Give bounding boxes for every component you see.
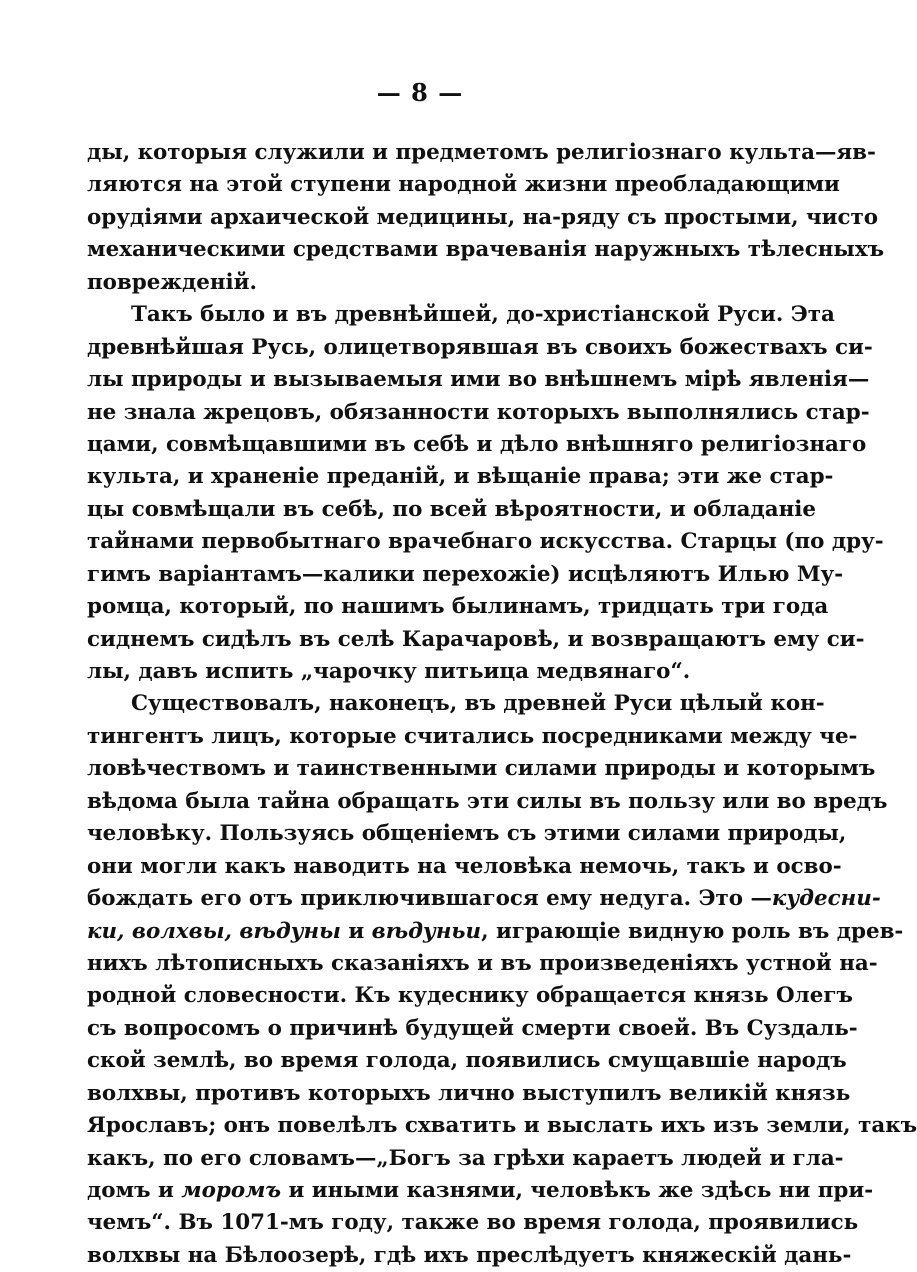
text-segment: тингентъ лицъ, которые считались посредниками между чe- bbox=[87, 723, 858, 749]
text-segment: домъ и bbox=[87, 1178, 182, 1203]
page-number: — 8 — bbox=[376, 78, 464, 107]
body-text bbox=[87, 137, 917, 1272]
text-segment: и bbox=[340, 918, 372, 944]
text-line bbox=[87, 753, 876, 785]
text-line bbox=[87, 137, 876, 169]
text-segment: Существовалъ, наконецъ, въ древней Руси цѣлый кон- bbox=[131, 691, 825, 717]
text-segment: цами, совмѣщавшими въ себѣ и дѣло внѣшняго религіознаго bbox=[87, 431, 867, 457]
text-line bbox=[87, 234, 885, 266]
italic-text: ки, волхвы, вѣдуны bbox=[87, 918, 341, 944]
text-line bbox=[87, 299, 835, 331]
text-line bbox=[87, 656, 713, 688]
text-segment: бождать его отъ приключившагося ему недуга. Это — bbox=[87, 886, 772, 912]
text-segment: чемъ“. Въ 1071-мъ году, также во время голода, проявились bbox=[87, 1210, 859, 1236]
text-line bbox=[87, 1175, 874, 1207]
text-segment: съ вопросомъ о причинѣ будущей смерти своей. Въ Суздаль- bbox=[87, 1015, 858, 1041]
text-segment: механическими средствами врачеванія наружныхъ тѣлесныхъ bbox=[87, 237, 885, 263]
italic-text: моромъ bbox=[181, 1178, 281, 1203]
italic-text: вѣдуньи bbox=[371, 918, 482, 944]
text-line bbox=[87, 526, 884, 558]
text-line bbox=[87, 461, 834, 493]
text-line bbox=[87, 1110, 917, 1142]
text-segment: Такъ было и въ древнѣйшей, до-христіанской Руси. Эта bbox=[131, 302, 835, 328]
text-line bbox=[87, 721, 858, 753]
text-segment: ромца, который, по нашимъ былинамъ, тридцать три года bbox=[87, 594, 829, 620]
text-line bbox=[87, 429, 867, 461]
text-segment: лы природы и вызываемыя ими во внѣшнемъ мірѣ явленія— bbox=[87, 367, 870, 393]
text-segment: поврежденій. bbox=[87, 269, 257, 295]
text-segment: ловѣчествомъ и таинственными силами природы и которымъ bbox=[87, 756, 876, 782]
text-line bbox=[87, 364, 870, 396]
text-segment: тайнами первобытнаго врачебнаго искусства. Старцы (по дру- bbox=[87, 529, 884, 555]
text-line bbox=[87, 1207, 859, 1239]
text-segment: культа, и храненіе преданій, и вѣщаніе права; эти же стар- bbox=[87, 464, 834, 490]
text-line bbox=[87, 786, 888, 818]
text-segment: ляются на этой ступени народной жизни преобладающими bbox=[87, 172, 840, 198]
text-line bbox=[87, 916, 904, 948]
text-line bbox=[87, 494, 817, 526]
text-segment: не знала жрецовъ, обязанности которыхъ выполнялись стар- bbox=[87, 399, 870, 425]
text-line bbox=[87, 559, 844, 591]
text-line bbox=[87, 851, 842, 883]
text-segment: вѣдома была тайна обращать эти силы въ пользу или во вредъ bbox=[87, 788, 888, 814]
text-segment: орудіями архаической медицины, на-ряду съ простыми, чисто bbox=[87, 204, 879, 230]
text-segment: волхвы на Бѣлоозерѣ, гдѣ ихъ преслѣдуетъ княжескій дань- bbox=[87, 1242, 852, 1268]
text-segment: человѣку. Пользуясь общеніемъ съ этими силами природы, bbox=[87, 821, 847, 847]
text-line bbox=[87, 1240, 852, 1272]
italic-text: кудесни- bbox=[771, 886, 881, 912]
text-segment: ды, которыя служили и предметомъ религіознаго культа—яв- bbox=[87, 140, 876, 165]
text-line bbox=[87, 1013, 858, 1045]
text-segment: родной словесности. Къ кудеснику обращается князь Олегъ bbox=[87, 983, 853, 1009]
text-line bbox=[87, 1078, 851, 1110]
text-line bbox=[87, 397, 870, 429]
text-segment: ской землѣ, во время голода, появились смущавшіе народъ bbox=[87, 1048, 847, 1074]
text-segment: лы, давъ испить „чарочку питьица медвянаго“. bbox=[87, 659, 691, 684]
text-segment: цы совмѣщали въ себѣ, по всей вѣроятности, и обладаніе bbox=[87, 496, 817, 522]
text-segment: Ярославъ; онъ повелѣлъ схватить и выслать ихъ изъ земли, такъ bbox=[87, 1113, 917, 1139]
text-line bbox=[87, 688, 825, 720]
text-segment: гимъ варіантамъ—калики перехожіе) исцѣляютъ Илью Му- bbox=[87, 561, 844, 587]
text-line bbox=[87, 202, 879, 234]
text-segment: какъ, по его словамъ—„Богъ за грѣхи караетъ людей и гла- bbox=[87, 1145, 844, 1171]
text-line bbox=[87, 332, 873, 364]
text-line bbox=[87, 948, 878, 980]
text-segment: древнѣйшая Русь, олицетворявшая въ своихъ божествахъ си- bbox=[87, 334, 873, 360]
text-segment: нихъ лѣтописныхъ сказаніяхъ и въ произведеніяхъ устной на- bbox=[87, 950, 878, 976]
text-line bbox=[87, 883, 881, 915]
text-line bbox=[87, 1143, 844, 1175]
text-line bbox=[87, 818, 847, 850]
text-line bbox=[87, 591, 829, 623]
text-line bbox=[87, 980, 853, 1012]
text-segment: они могли какъ наводить на человѣка немочь, такъ и осво- bbox=[87, 853, 842, 879]
text-line bbox=[87, 624, 865, 656]
text-segment: сиднемъ сидѣлъ въ селѣ Карачаровѣ, и возвращаютъ ему си- bbox=[87, 626, 865, 652]
text-line bbox=[87, 267, 713, 299]
text-segment: , играющіе видную роль въ древ- bbox=[481, 918, 904, 944]
text-line bbox=[87, 169, 840, 201]
text-segment: и иными казнями, человѣкъ же здѣсь ни при- bbox=[281, 1178, 874, 1203]
text-segment: волхвы, противъ которыхъ лично выступилъ великій князь bbox=[87, 1080, 851, 1106]
text-line bbox=[87, 1045, 847, 1077]
